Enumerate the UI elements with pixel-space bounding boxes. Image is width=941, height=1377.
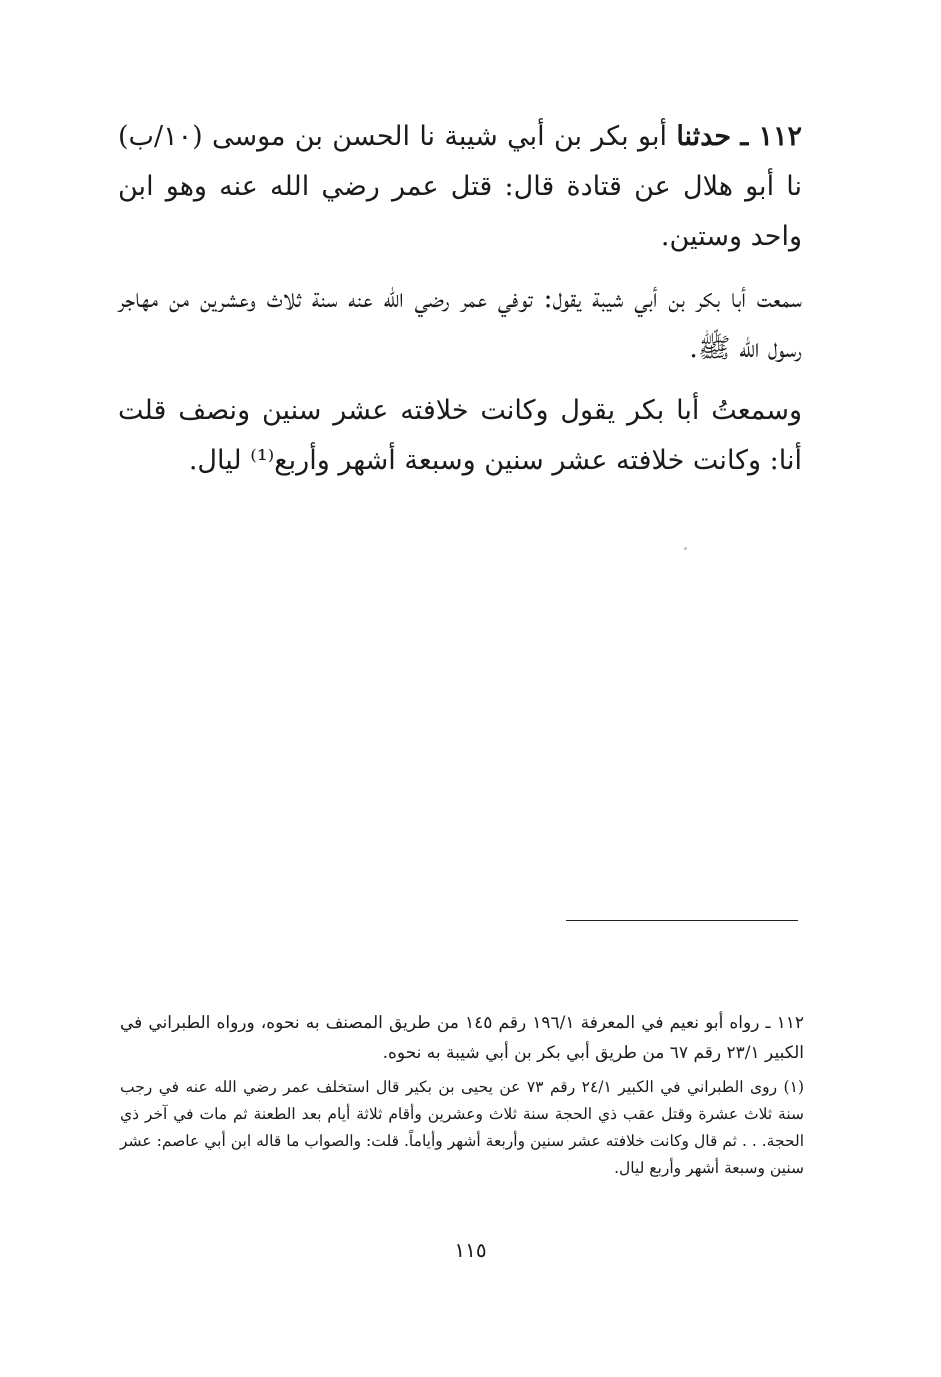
footnote-source: ١١٢ ـ رواه أبو نعيم في المعرفة ١٩٦/١ رقم ١٤٥ من طريق المصنف به نحوه، ورواه الطبراني في الكبير ٢٣/١ رقم ٦٧ من طريق أبي بكر بن أبي شيبة به نحوه. — [120, 1013, 805, 1063]
scan-speck — [684, 547, 687, 550]
main-text — [118, 112, 802, 498]
footnotes-section — [120, 1008, 804, 1188]
narration-text: وسمعتُ أبا بكر يقول وكانت خلافته عشر سنين ونصف قلت أنا: وكانت خلافته عشر سنين وسبعة أشهر وأربع⁽¹⁾ ليال. — [118, 395, 802, 476]
narration-text: سمعت أبا بكر بن أبي شيبة يقول: توفي عمر رضي الله عنه سنة ثلاث وعشرين من مهاجر رسول الله ﷺ. — [118, 283, 802, 364]
hadith-lead-word: حدثنا — [676, 121, 732, 152]
hadith-number: ١١٢ ـ — [740, 121, 802, 152]
narration-paragraph-2 — [118, 274, 802, 374]
narration-paragraph-3 — [118, 386, 802, 486]
page-number: ١١٥ — [454, 1238, 487, 1262]
footnote-divider — [566, 920, 798, 921]
hadith-112-paragraph — [118, 112, 802, 262]
footnote-1: (١) روى الطبراني في الكبير ٢٤/١ رقم ٧٣ عن يحيى بن بكير قال استخلف عمر رضي الله عنه في رجب سنة ثلاث عشرة وقتل عقب ذي الحجة سنة ثلاث وعشرين وأقام ثلاثة أيام بعد الطعنة ثم مات في آخر ذي الحجة. . . ثم قال وكانت خلافته عشر سنين وأربعة أشهر وأياماً. قلت: والصواب ما قاله ابن أبي عاصم: عشر سنين وسبعة أشهر وأربع ليال. — [120, 1078, 804, 1177]
hadith-text: أبو بكر بن أبي شيبة نا الحسن بن موسى (١٠/ب) نا أبو هلال عن قتادة قال: قتل عمر رضي الله عنه وهو ابن واحد وستين. — [118, 121, 802, 252]
